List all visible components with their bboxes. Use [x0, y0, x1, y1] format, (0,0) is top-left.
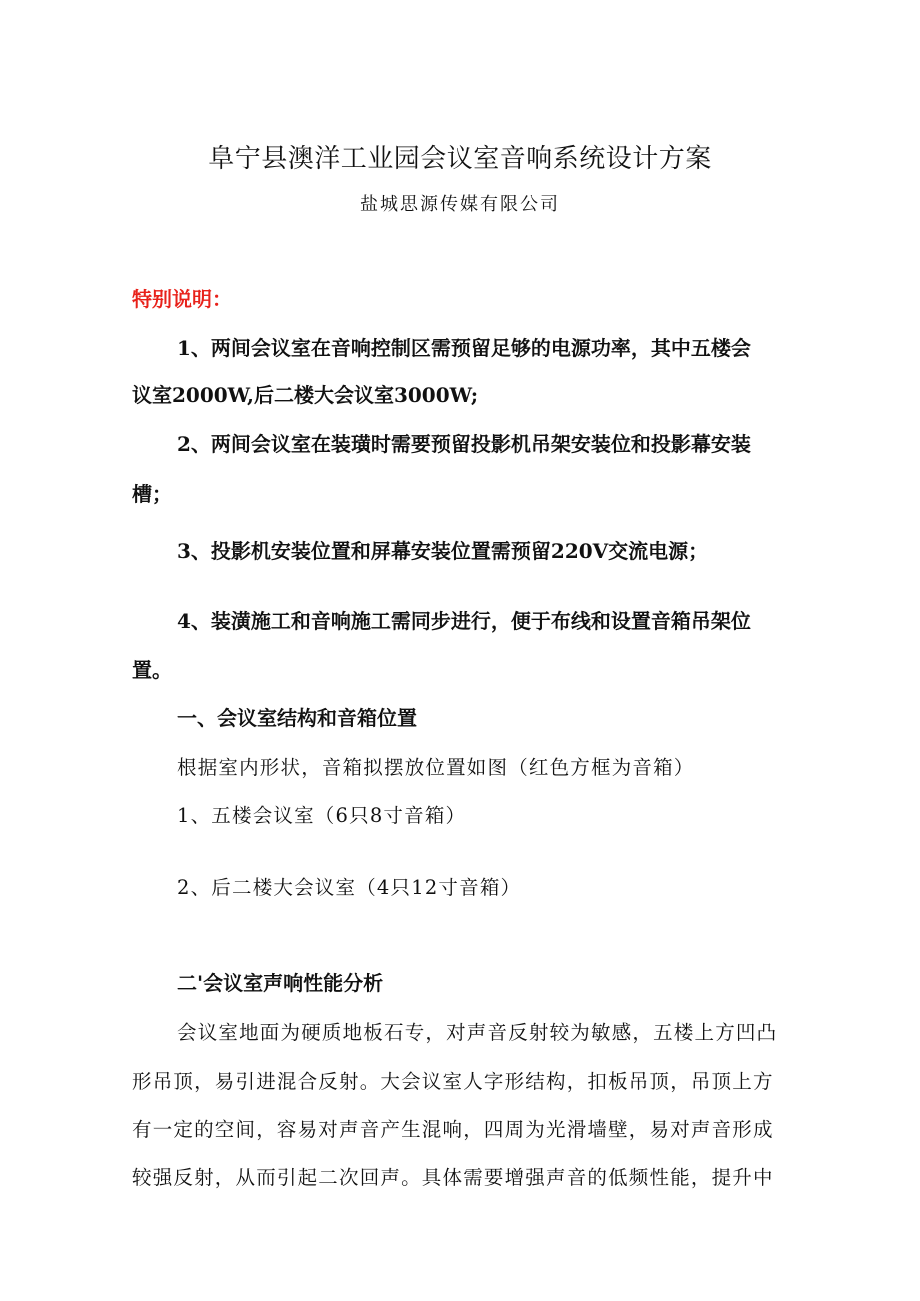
notice-item-2-line-2: 槽； [132, 482, 172, 506]
paragraph-line-4: 较强反射，从而引起二次回声。具体需要增强声音的低频性能，提升中 [132, 1166, 774, 1189]
section-2-heading: 二'会议室声响性能分析 [177, 971, 384, 995]
room-1-label: 1、五楼会议室（6只8寸音箱） [177, 804, 467, 827]
paragraph-line-1: 会议室地面为硬质地板石专，对声音反射较为敏感，五楼上方凹凸 [177, 1021, 778, 1044]
paragraph-line-3: 有一定的空间，容易对声音产生混响，四周为光滑墙壁，易对声音形成 [132, 1118, 774, 1141]
notice-item-1-line-1: 1、两间会议室在音响控制区需预留足够的电源功率，其中五楼会 [177, 336, 751, 360]
notice-item-4-line-1: 4、装潢施工和音响施工需同步进行，便于布线和设置音箱吊架位 [177, 609, 751, 633]
notice-item-1-line-2: 议室2000W,后二楼大会议室3000W; [132, 383, 479, 407]
notice-item-3: 3、投影机安装位置和屏幕安装位置需预留220V交流电源； [177, 539, 709, 563]
room-2-label: 2、后二楼大会议室（4只12寸音箱） [177, 876, 522, 899]
notice-item-2-line-1: 2、两间会议室在装璜时需要预留投影机吊架安装位和投影幕安装 [177, 432, 751, 456]
section-1-heading: 一、会议室结构和音箱位置 [177, 706, 417, 730]
notice-item-4-line-2: 置。 [132, 658, 172, 682]
paragraph-line-2: 形吊顶，易引进混合反射。大会议室人字形结构，扣板吊顶，吊顶上方 [132, 1070, 774, 1093]
section-1-intro: 根据室内形状，音箱拟摆放位置如图（红色方框为音箱） [177, 756, 695, 779]
document-title: 阜宁县澳洋工业园会议室音响系统设计方案 [208, 144, 712, 174]
company-name: 盐城思源传媒有限公司 [360, 194, 560, 215]
notice-heading: 特别说明： [132, 287, 232, 311]
